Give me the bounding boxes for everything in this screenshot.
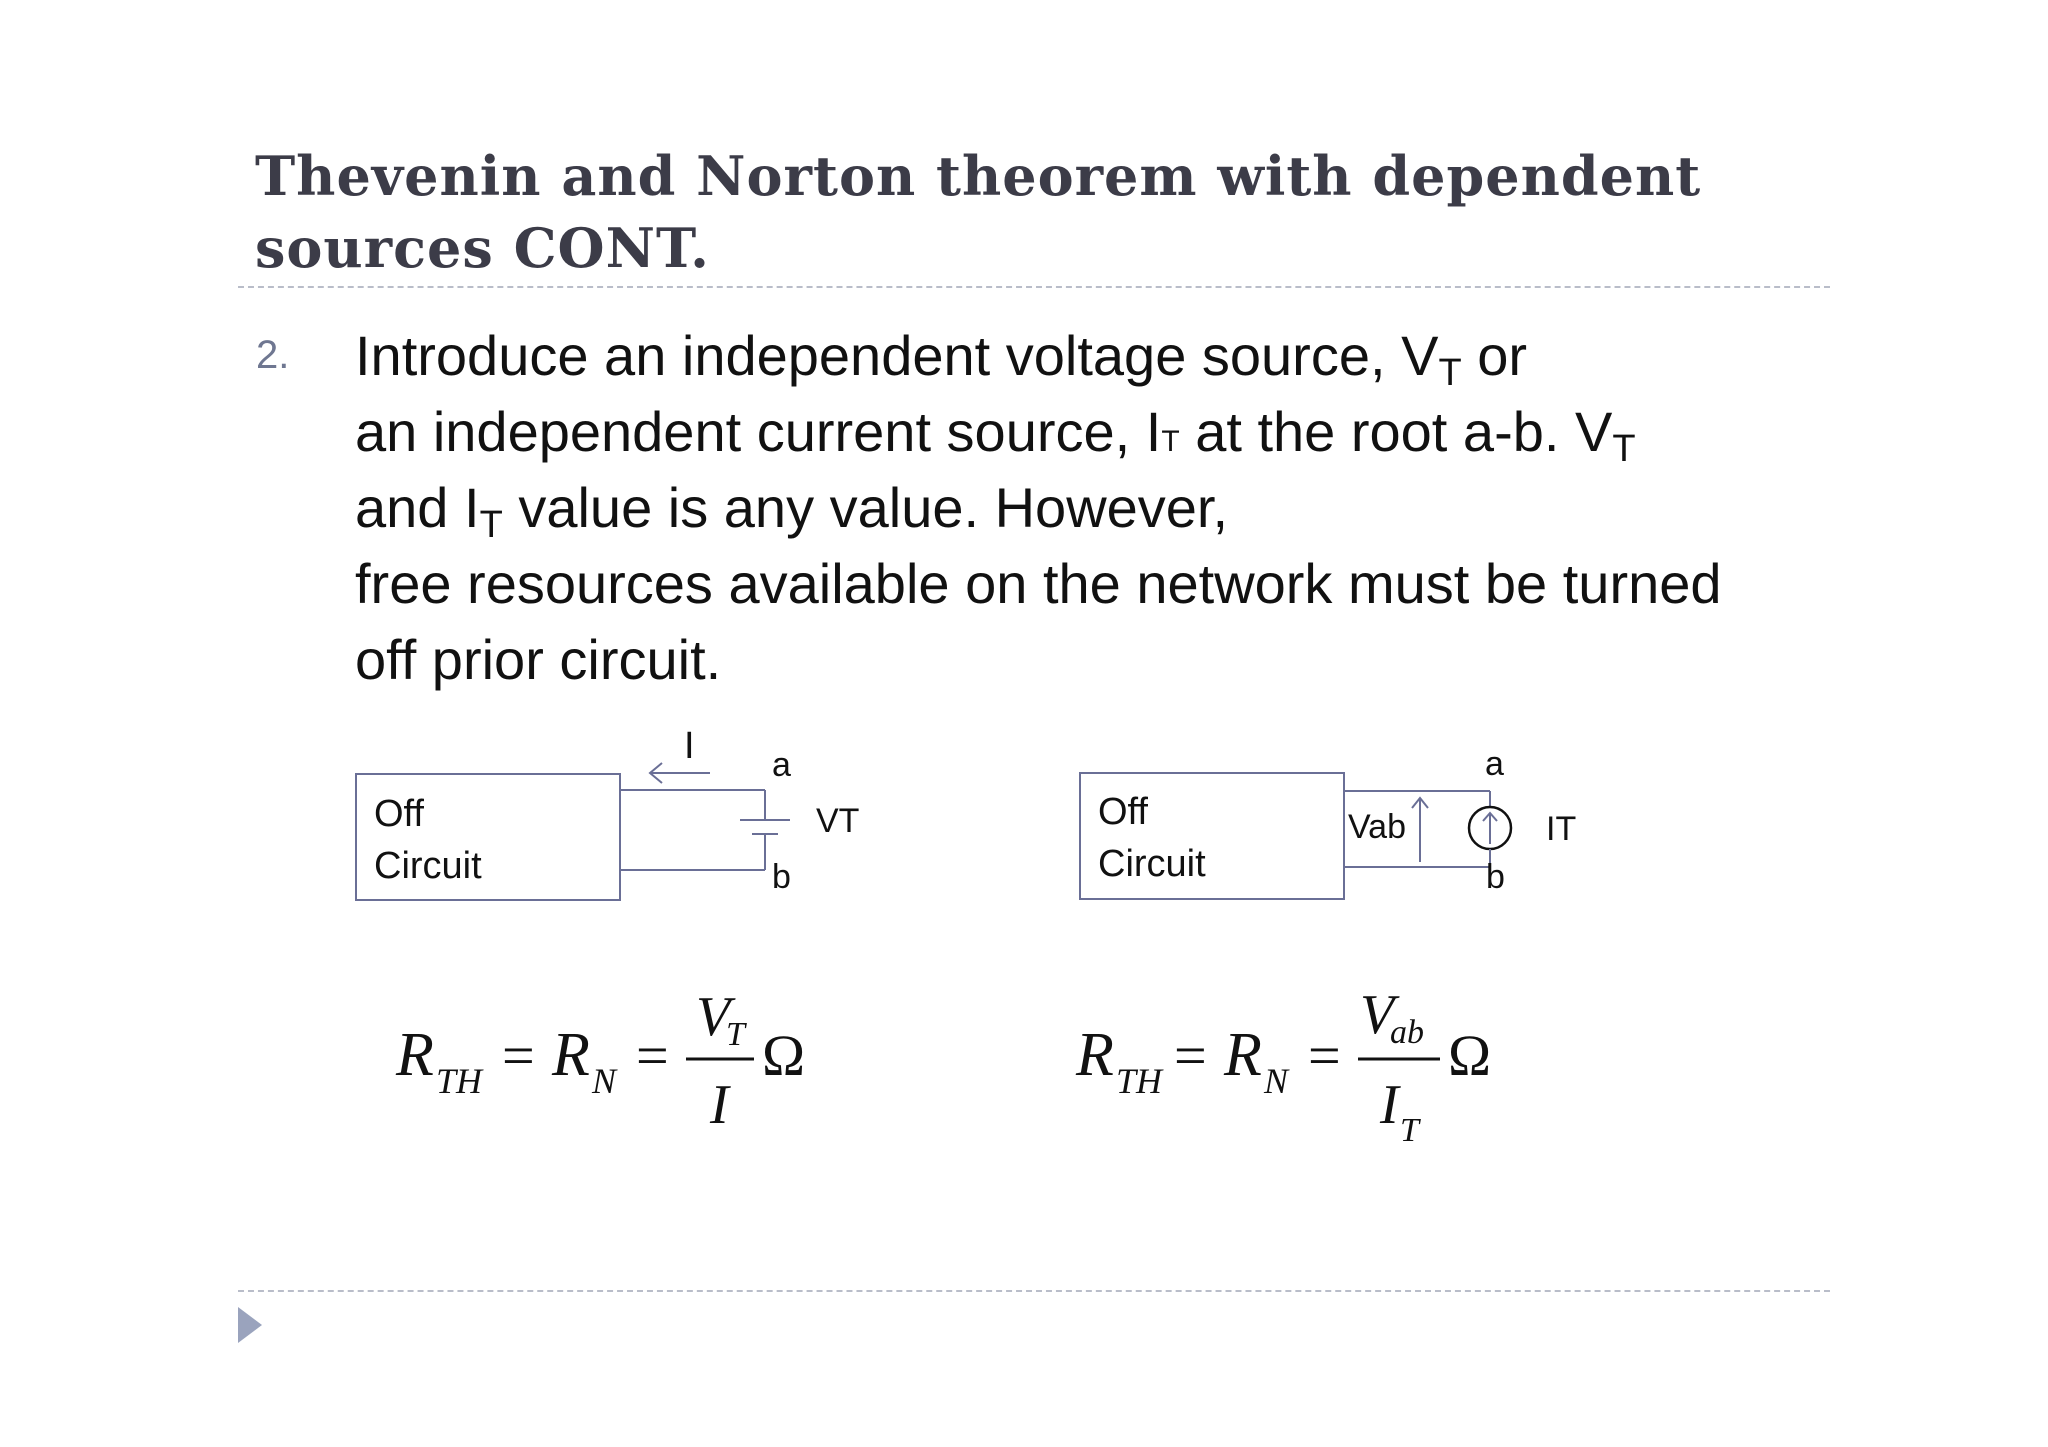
- list-item-text: [355, 318, 1855, 698]
- eq-rn-sub: N: [1264, 1061, 1289, 1101]
- eq-rth: R: [396, 1021, 434, 1089]
- off-circuit-label-1: Off: [1098, 791, 1148, 833]
- eq-unit-ohm: Ω: [762, 1023, 806, 1088]
- current-label: I: [684, 725, 695, 767]
- node-a-label: a: [1485, 745, 1504, 783]
- slide-title: [255, 140, 1815, 284]
- eq-equals-2: =: [636, 1023, 669, 1088]
- eq-rth: R: [1076, 1021, 1114, 1089]
- eq-rth-sub: TH: [436, 1061, 483, 1101]
- footer-divider: [238, 1290, 1830, 1292]
- eq-rn-sub: N: [592, 1061, 617, 1101]
- eq-rn: R: [1224, 1021, 1262, 1089]
- equation-current-source: [1060, 975, 1520, 1155]
- voltage-source-label: VT: [816, 802, 860, 840]
- node-a-label: a: [772, 746, 791, 784]
- off-circuit-label-1: Off: [374, 793, 424, 835]
- node-b-label: b: [772, 858, 791, 896]
- text-line-5: off prior circuit.: [355, 628, 722, 691]
- eq-equals-1: =: [1174, 1023, 1207, 1088]
- eq-unit-ohm: Ω: [1448, 1023, 1492, 1088]
- eq-equals-1: =: [502, 1023, 535, 1088]
- text-line-4: free resources available on the network must be turned: [355, 552, 1722, 615]
- eq-denominator: I: [710, 1074, 729, 1136]
- eq-denominator-sub: T: [1400, 1112, 1419, 1149]
- node-b-label: b: [1486, 858, 1505, 896]
- eq-numerator: V: [1360, 984, 1395, 1046]
- eq-denominator: I: [1380, 1074, 1399, 1136]
- off-circuit-label-2: Circuit: [374, 845, 482, 887]
- vab-label: Vab: [1348, 808, 1406, 846]
- voltage-source-circuit-diagram: [340, 720, 900, 920]
- eq-rn: R: [552, 1021, 590, 1089]
- slide-title-line-1: Thevenin and Norton theorem with dependent: [255, 144, 1702, 208]
- eq-numerator: V: [696, 986, 731, 1048]
- slide-title-line-2: sources CONT.: [255, 216, 710, 280]
- eq-numerator-sub: ab: [1390, 1014, 1424, 1051]
- equation-voltage-source: [380, 975, 840, 1145]
- eq-equals-2: =: [1308, 1023, 1341, 1088]
- header-divider: [238, 286, 1830, 288]
- slide-bullet-arrow-icon: [236, 1305, 266, 1345]
- eq-numerator-sub: T: [726, 1016, 745, 1053]
- list-number: 2.: [256, 333, 290, 377]
- eq-rth-sub: TH: [1116, 1061, 1163, 1101]
- current-source-circuit-diagram: [1060, 720, 1620, 920]
- text-line-2: an independent current source, IT at the root a-b. $V_T$: [355, 400, 1636, 470]
- off-circuit-label-2: Circuit: [1098, 843, 1206, 885]
- current-source-label: IT: [1546, 810, 1577, 848]
- text-line-3: and $I_T$ value is any value. However,: [355, 476, 1229, 546]
- text-line-1: Introduce an independent voltage source, $V_T$ or: [355, 324, 1528, 394]
